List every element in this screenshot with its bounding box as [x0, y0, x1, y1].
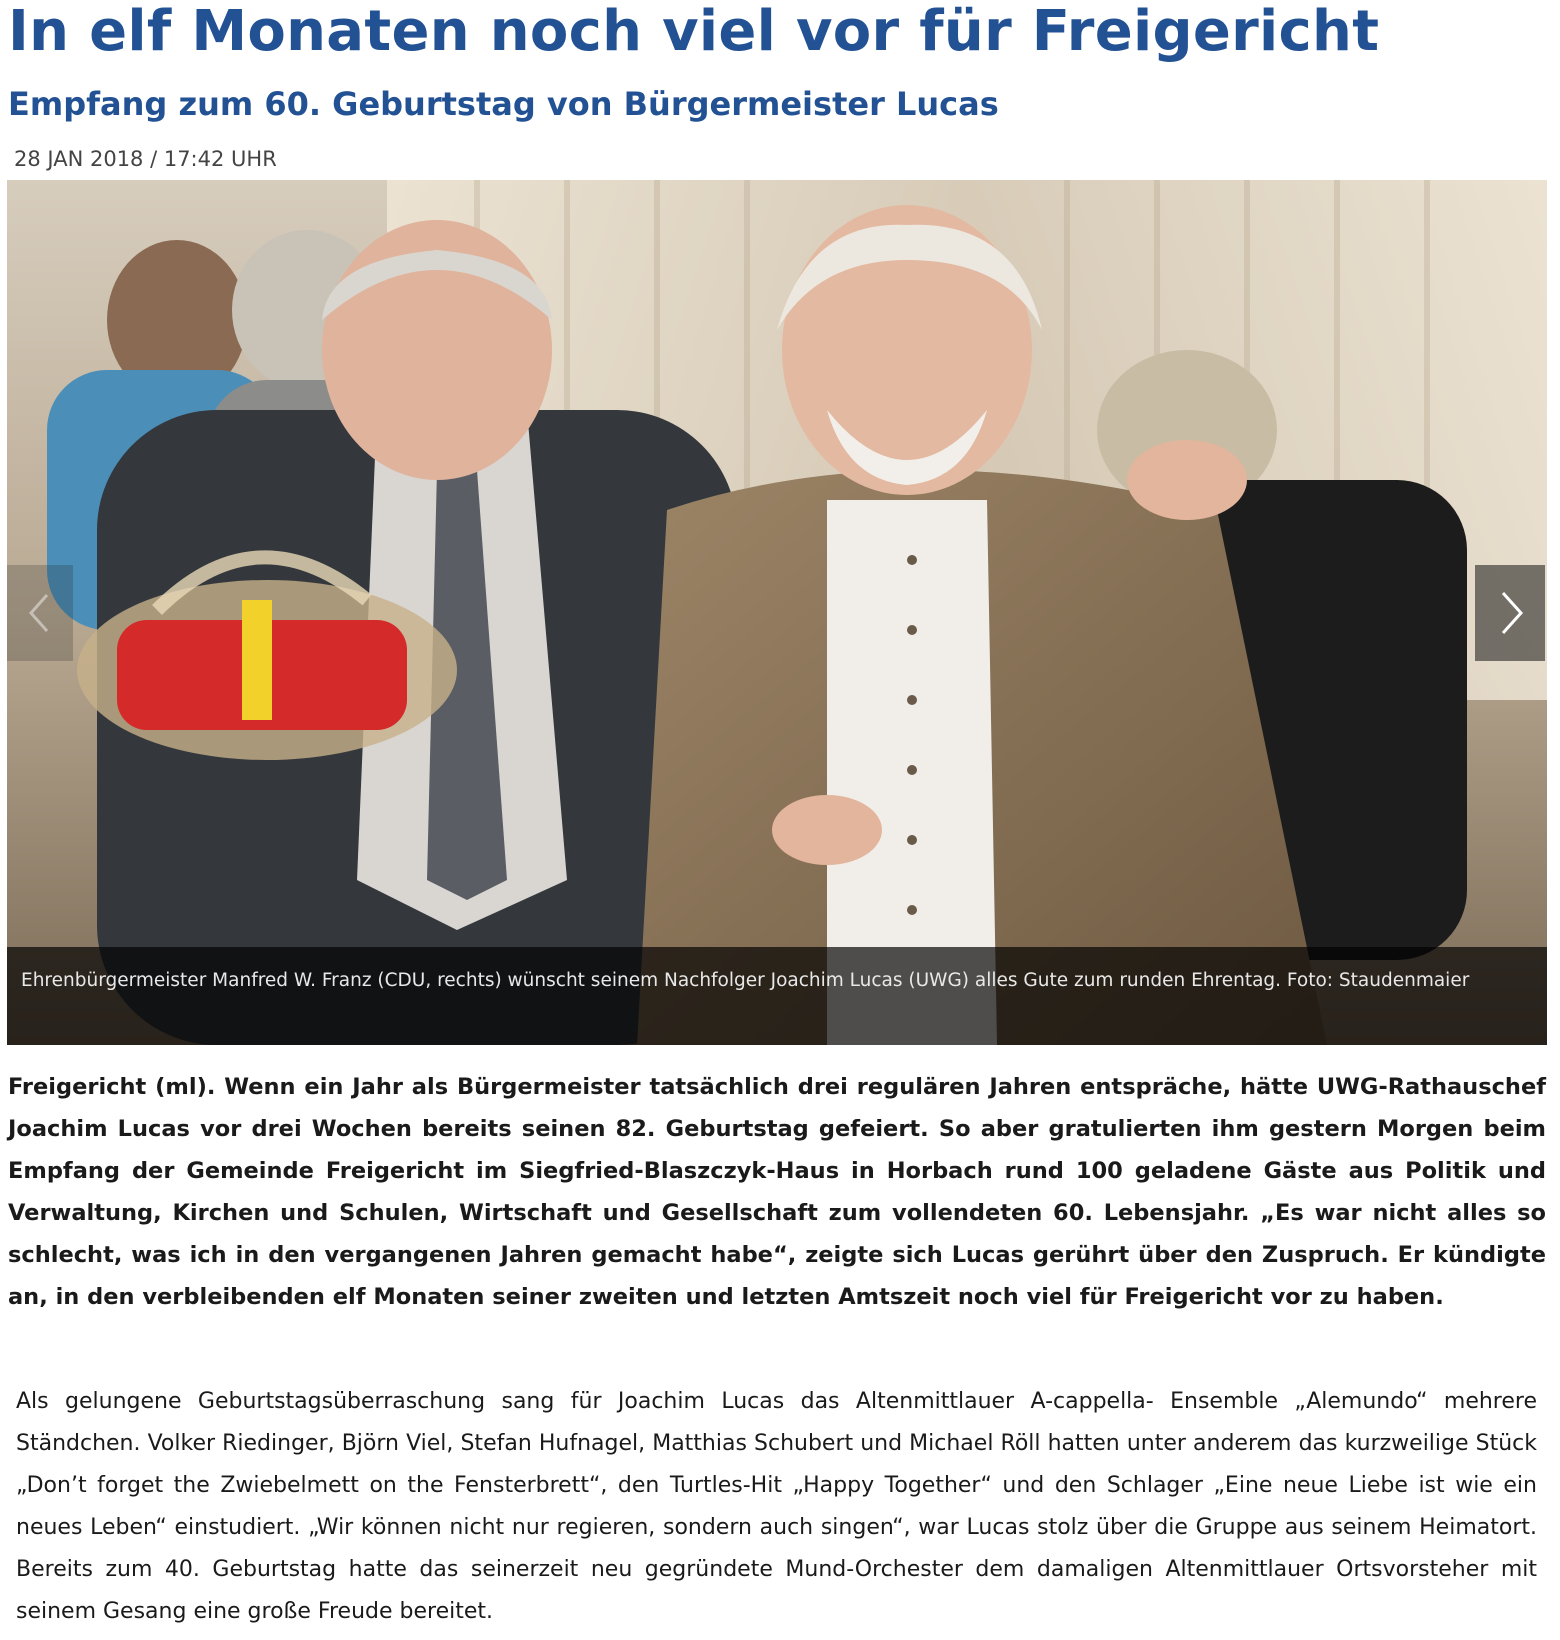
- photo-caption: Ehrenbürgermeister Manfred W. Franz (CDU, rechts) wünscht seinem Nachfolger Joachim Lucas (UWG) alles Gute zum runden Ehrentag. Foto: Staudenmaier: [7, 947, 1547, 1045]
- article-headline: In elf Monaten noch viel vor für Freigericht: [8, 0, 1380, 64]
- chevron-right-icon: [1475, 565, 1545, 661]
- article-lead: Freigericht (ml). Wenn ein Jahr als Bürgermeister tatsächlich drei regulären Jahren entspräche, hätte UWG-Rathauschef Joachim Lucas vor drei Wochen bereits seinen 82. Geburtstag gefeiert. So aber gratulierten ihm gestern Morgen beim Empfang der Gemeinde Freigericht im Siegfried-Blaszczyk-Haus in Horbach rund 100 geladene Gäste aus Politik und Verwaltung, Kirchen und Schulen, Wirtschaft und Gesellschaft zum vollendeten 60. Lebensjahr. „Es war nicht alles so schlecht, was ich in den vergangenen Jahren gemacht habe“, zeigte sich Lucas gerührt über den Zuspruch. Er kündigte an, in den verbleibenden elf Monaten seiner zweiten und letzten Amtszeit noch viel für Freigericht vor zu haben.: [8, 1074, 1546, 1310]
- article-dateline: 28 JAN 2018 / 17:42 UHR: [14, 147, 277, 171]
- photo-slider[interactable]: [7, 180, 1547, 1045]
- article-body: Als gelungene Geburtstagsüberraschung sang für Joachim Lucas das Altenmittlauer A-cappella- Ensemble „Alemundo“ mehrere Ständchen. Volker Riedinger, Björn Viel, Stefan Hufnagel, Matthias Schubert und Michael Röll hatten unter anderem das kurzweilige Stück „Don’t forget the Zwiebelmett on the Fensterbrett“, den Turtles-Hit „Happy Together“ und den Schlager „Eine neue Liebe ist wie ein neues Leben“ einstudiert. „Wir können nicht nur regieren, sondern auch singen“, war Lucas stolz über die Gruppe aus seinem Heimatort. Bereits zum 40. Geburtstag hatte das seinerzeit neu gegründete Mund-Orchester dem damaligen Altenmittlauer Ortsvorsteher mit seinem Gesang eine große Freude bereitet.: [16, 1389, 1537, 1624]
- chevron-left-icon: [7, 565, 73, 661]
- article-subheadline: Empfang zum 60. Geburtstag von Bürgermeister Lucas: [8, 85, 999, 123]
- slider-next-button[interactable]: [1475, 565, 1545, 661]
- article-photo: [7, 180, 1547, 1045]
- slider-prev-button[interactable]: [7, 565, 73, 661]
